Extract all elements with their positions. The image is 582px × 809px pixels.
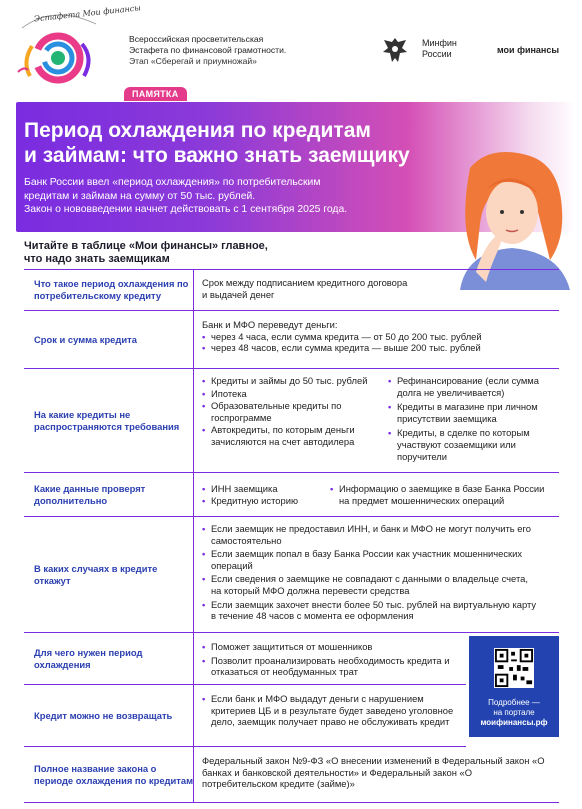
list-item: • через 48 часов, если сумма кредита — выше 200 тыс. рублей xyxy=(202,342,552,354)
list-item: • Автокредиты, по которым деньги зачисляются на счет автодилера xyxy=(202,424,372,447)
list-item: • Кредиты и займы до 50 тыс. рублей xyxy=(202,375,372,387)
list-item: • Если заемщик попал в базу Банка России как участник мошеннических операций xyxy=(202,548,537,571)
table-row xyxy=(24,473,559,517)
memo-badge: ПАМЯТКА xyxy=(124,87,187,101)
event-line-1: Всероссийская просветительская xyxy=(129,34,264,44)
list-item: • Образовательные кредиты по госпрограмме xyxy=(202,400,372,423)
title-line-2: и займам: что важно знать заемщику xyxy=(24,144,410,167)
list-item: • Кредиты, в сделке по которым участвуют созаемщики или поручители xyxy=(388,427,553,462)
lead-line-2: кредитам и займам на сумму от 50 тыс. рублей. xyxy=(24,190,256,202)
row-content xyxy=(202,633,460,684)
table-row xyxy=(24,311,559,369)
table-row xyxy=(24,685,466,747)
qr-site-link[interactable]: моифинансы.рф xyxy=(480,718,548,727)
lead-line-1: Банк России ввел «период охлаждения» по потребительским xyxy=(24,177,321,188)
qr-line-1: Подробнее — xyxy=(488,698,540,707)
table-row xyxy=(24,369,559,473)
row-intro: Банк и МФО переведут деньги: xyxy=(202,319,338,330)
event-line-2: Эстафета по финансовой грамотности. xyxy=(129,45,287,55)
list-item: • Позволит проанализировать необходимость кредита и отказаться от необдуманных трат xyxy=(202,655,460,678)
list-item: • Информацию о заемщике в базе Банка России на предмет мошеннических операций xyxy=(330,483,555,506)
list-item: • Если заемщик не предоставил ИНН, и банк и МФО не могут получить его самостоятельно xyxy=(202,523,537,546)
minfin-line-1: Минфин xyxy=(422,38,457,48)
row-content xyxy=(202,369,552,472)
intro-line-1: Читайте в таблице «Мои финансы» главное, xyxy=(24,240,268,252)
svg-text:Эстафета Мои финансы: Эстафета Мои финансы xyxy=(33,3,142,24)
table-intro xyxy=(24,240,314,266)
list-item: • ИНН заемщика xyxy=(202,483,322,495)
bullet-list xyxy=(202,693,460,728)
row-content xyxy=(202,685,460,746)
qr-line-2: на портале xyxy=(493,708,535,717)
row-text: Федеральный закон №9-ФЗ «О внесении изменений в Федеральный закон «О банках и банковской деятельности» и Федеральный закон «О потребительском кредите (займе)» xyxy=(202,755,545,790)
row-label: Полное название закона о периоде охлаждения по кредитам xyxy=(24,747,194,802)
moi-finansy-logo: мои финансы xyxy=(497,45,560,55)
minfin-label xyxy=(422,38,457,60)
row-label: Срок и сумма кредита xyxy=(24,311,194,368)
list-item: • Кредиты в магазине при личном присутствии заемщика xyxy=(388,401,553,424)
row-content xyxy=(202,269,552,310)
list-item: • Рефинансирование (если сумма долга не увеличивается) xyxy=(388,375,553,398)
list-item: • Кредитную историю xyxy=(202,495,322,507)
bullet-list-left xyxy=(202,375,372,448)
list-item: • Если банк и МФО выдадут деньги с нарушением критериев ЦБ и в результате будет заведено уголовное дело, заемщик получает право не обслуживать кредит xyxy=(202,693,460,728)
row-label: Какие данные проверят дополнительно xyxy=(24,473,194,516)
hero-lead xyxy=(24,176,414,217)
minfin-line-2: России xyxy=(422,49,452,59)
list-item: • Поможет защититься от мошенников xyxy=(202,641,460,653)
event-description xyxy=(129,34,339,67)
event-stage: Этап «Сберегай и приумножай» xyxy=(129,56,257,66)
title-line-1: Период охлаждения по кредитам xyxy=(24,119,371,142)
table-row xyxy=(24,269,559,311)
table-row xyxy=(24,747,559,803)
qr-caption xyxy=(469,698,559,728)
row-label: На какие кредиты не распространяются требования xyxy=(24,369,194,472)
row-label: Для чего нужен период охлаждения xyxy=(24,633,194,684)
row-content xyxy=(202,473,552,516)
bullet-list xyxy=(202,331,552,354)
bullet-list-right xyxy=(388,375,553,462)
qr-promo[interactable] xyxy=(469,636,559,737)
bullet-list-right xyxy=(330,483,555,506)
table-row xyxy=(24,517,559,633)
header xyxy=(0,0,582,96)
row-content xyxy=(202,517,552,632)
qr-code-icon[interactable] xyxy=(494,648,534,688)
estafeta-logo-icon xyxy=(8,3,142,90)
intro-line-2: что надо знать заемщикам xyxy=(24,253,170,265)
row-text: Срок между подписанием кредитного договора и выдачей денег xyxy=(202,277,408,300)
row-label: В каких случаях в кредите откажут xyxy=(24,517,194,632)
bullet-list xyxy=(202,641,460,678)
row-content xyxy=(202,311,552,368)
list-item: • Ипотека xyxy=(202,388,372,400)
bullet-list-left xyxy=(202,483,322,506)
list-item: • Если сведения о заемщике не совпадают с данными о владельце счета, на который МФО должна перевести средства xyxy=(202,573,537,596)
table-row xyxy=(24,633,466,685)
bullet-list xyxy=(202,523,537,622)
list-item: • через 4 часа, если сумма кредита — от 50 до 200 тыс. рублей xyxy=(202,331,552,343)
minfin-eagle-icon xyxy=(380,34,410,66)
lead-line-3: Закон о нововведении начнет действовать с 1 сентября 2025 года. xyxy=(24,204,348,215)
row-content xyxy=(202,747,547,802)
row-label: Кредит можно не возвращать xyxy=(24,685,194,746)
row-label: Что такое период охлаждения по потребительскому кредиту xyxy=(24,269,194,310)
list-item: • Если заемщик захочет внести более 50 тыс. рублей на виртуальную карту в течение 48 часов с момента ее оформления xyxy=(202,599,537,622)
